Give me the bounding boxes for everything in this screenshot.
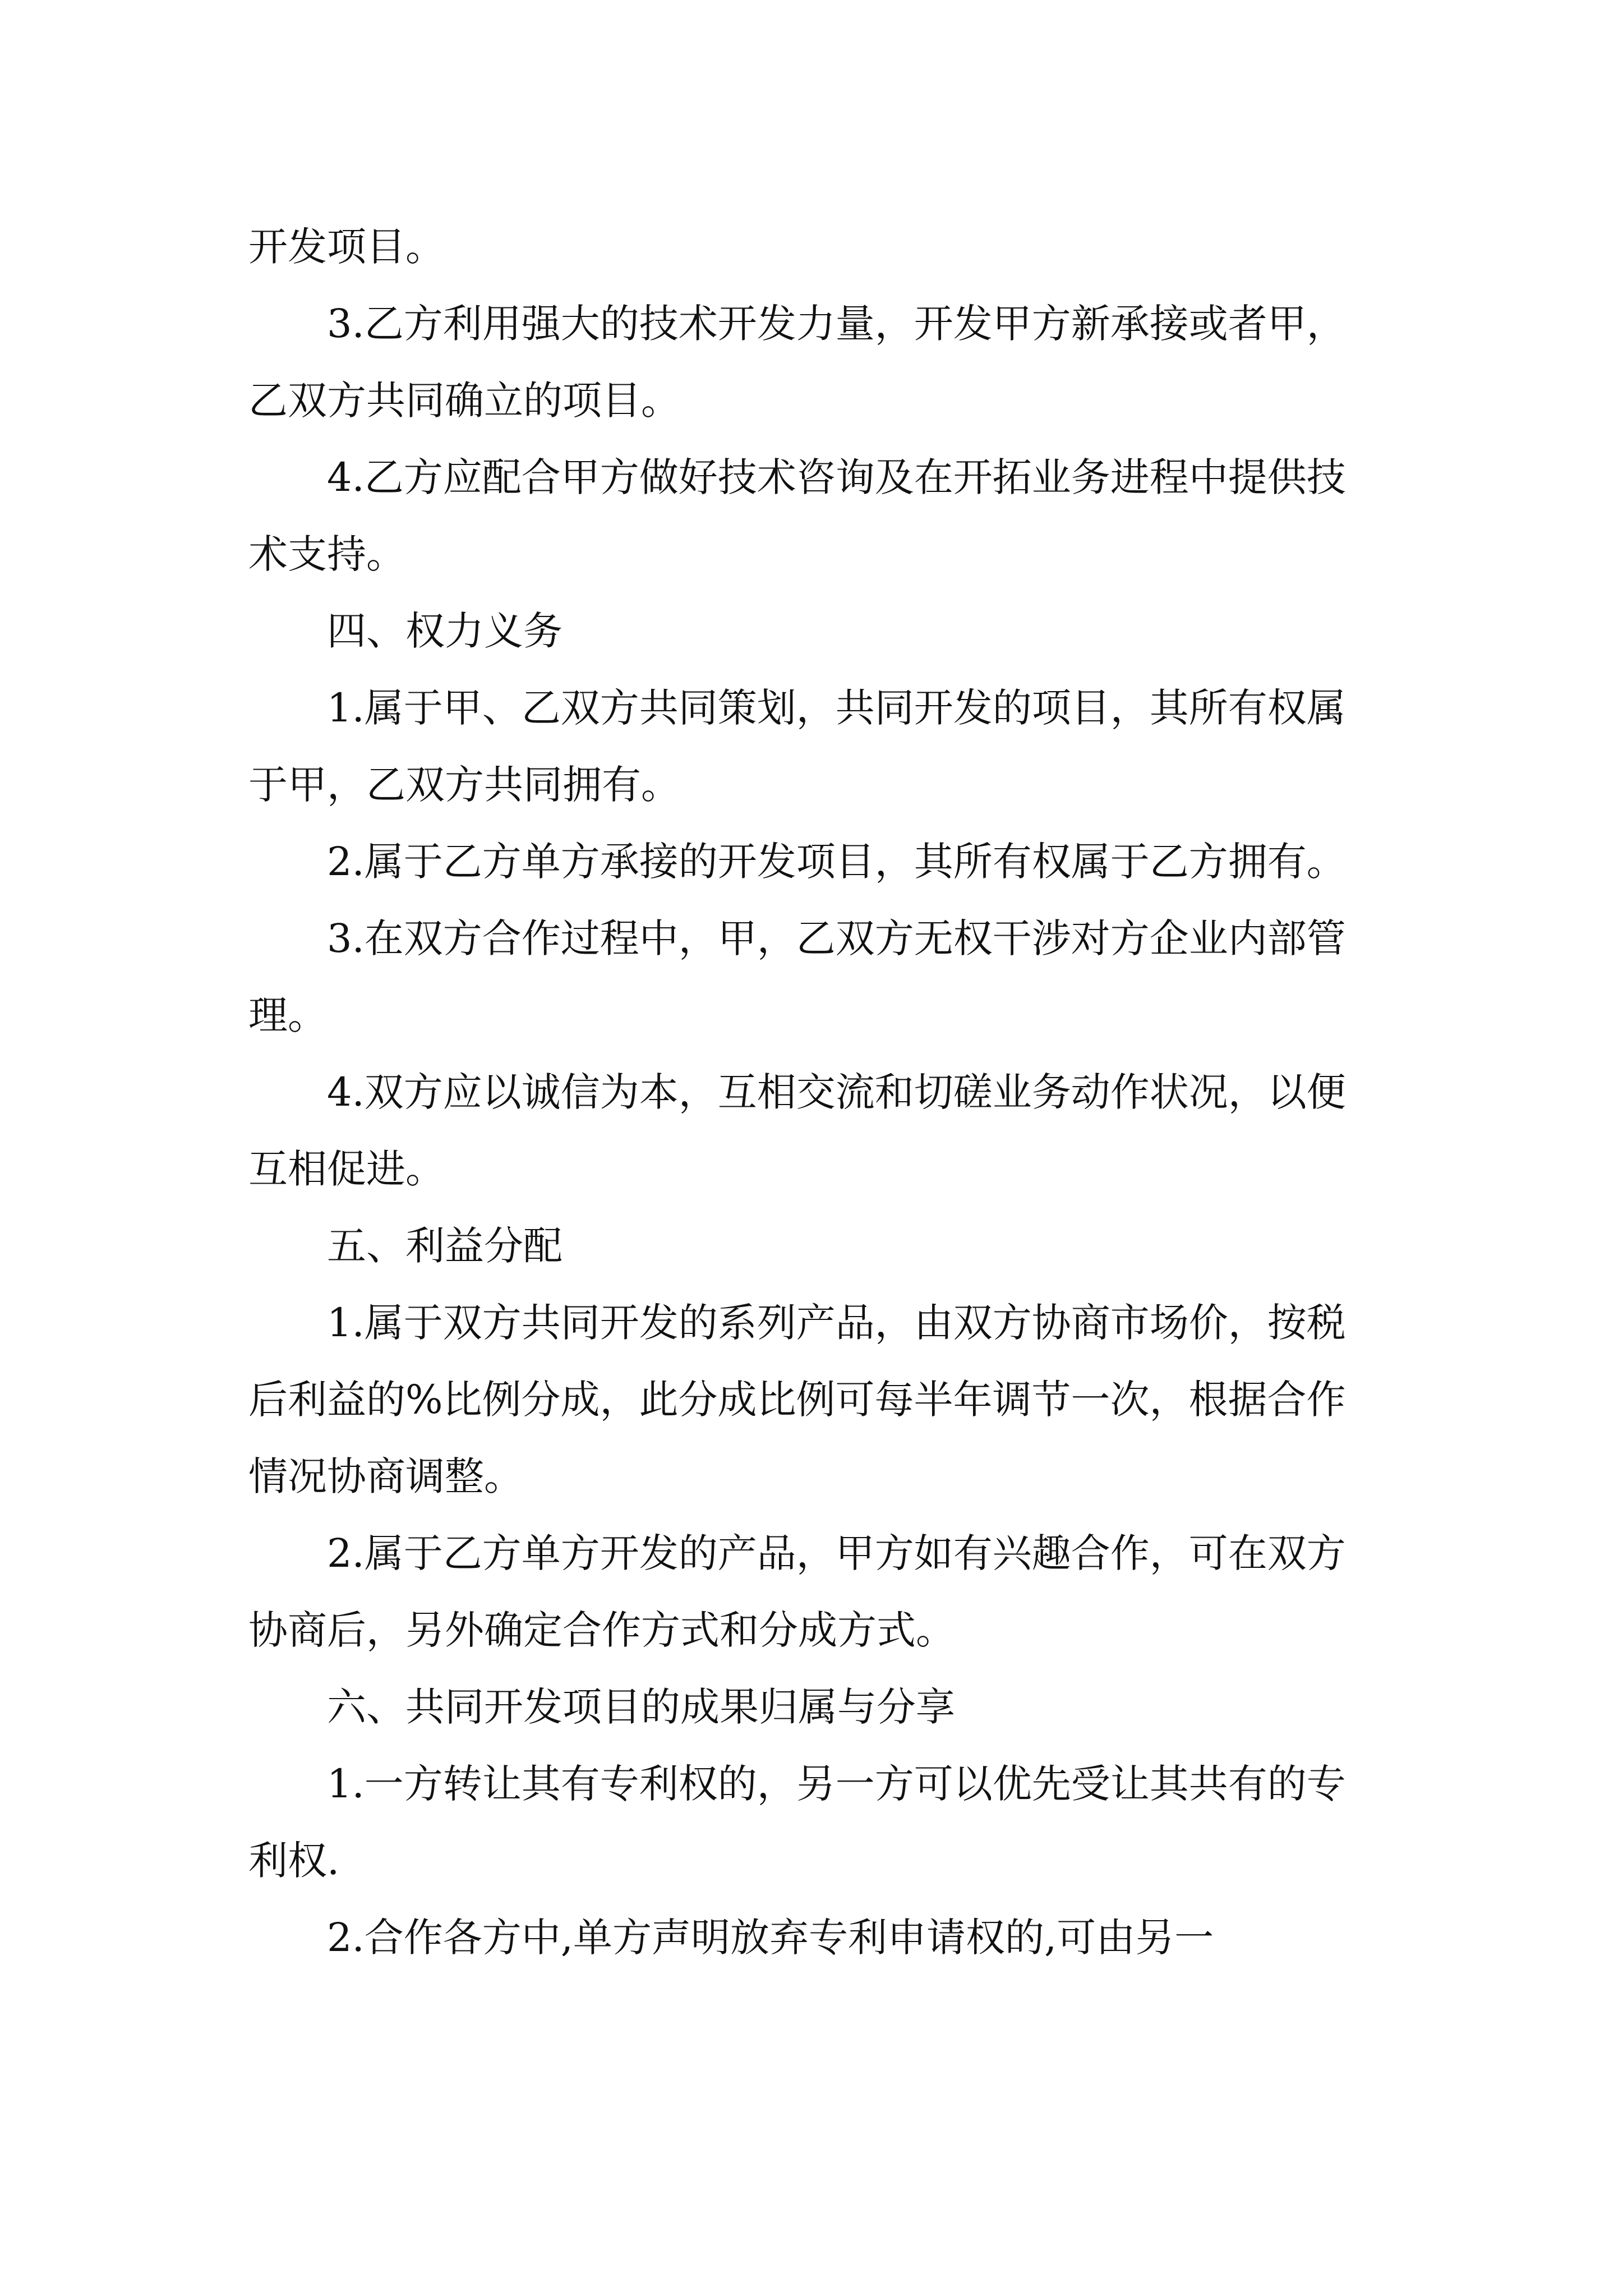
document-body — [248, 209, 1381, 1976]
paragraph: 1.属于甲、乙双方共同策划，共同开发的项目，其所有权属于甲，乙双方共同拥有。 — [248, 685, 1346, 808]
paragraph: 2.属于乙方单方开发的产品，甲方如有兴趣合作，可在双方协商后，另外确定合作方式和分成方式。 — [248, 1530, 1346, 1653]
paragraph: 开发项目。 — [248, 224, 445, 270]
section-heading: 五、利益分配 — [327, 1223, 562, 1269]
paragraph: 3.乙方利用强大的技术开发力量，开发甲方新承接或者甲，乙双方共同确立的项目。 — [248, 301, 1346, 424]
paragraph: 2.属于乙方单方承接的开发项目，其所有权属于乙方拥有。 — [327, 839, 1346, 885]
section-heading: 六、共同开发项目的成果归属与分享 — [327, 1684, 955, 1730]
paragraph: 4.双方应以诚信为本，互相交流和切磋业务动作状况，以便互相促进。 — [248, 1069, 1346, 1192]
paragraph: 1.一方转让其有专利权的，另一方可以优先受让其共有的专利权. — [248, 1761, 1346, 1884]
paragraph: 4.乙方应配合甲方做好技术咨询及在开拓业务进程中提供技术支持。 — [248, 454, 1346, 577]
paragraph: 1.属于双方共同开发的系列产品，由双方协商市场价，按税后利益的%比例分成，此分成比例可每半年调节一次，根据合作情况协商调整。 — [248, 1300, 1346, 1499]
paragraph: 3.在双方合作过程中，甲，乙双方无权干涉对方企业内部管理。 — [248, 915, 1346, 1038]
paragraph: 2.合作各方中,单方声明放弃专利申请权的,可由另一 — [327, 1915, 1214, 1961]
section-heading: 四、权力义务 — [327, 608, 562, 654]
